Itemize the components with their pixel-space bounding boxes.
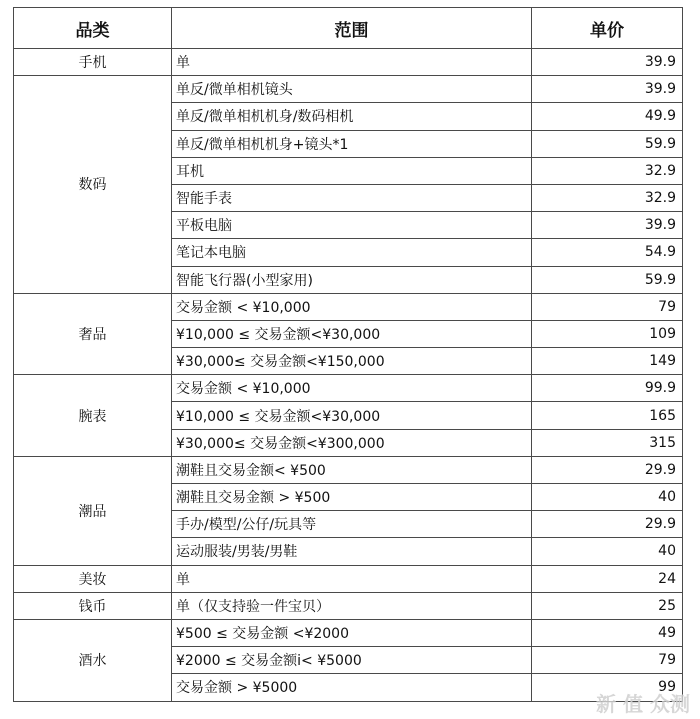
price-cell: 149 xyxy=(532,348,683,375)
category-cell: 钱币 xyxy=(14,592,172,619)
table-body xyxy=(14,49,683,702)
table-row xyxy=(14,293,683,320)
range-cell: 交易金额 < ¥10,000 xyxy=(172,375,532,402)
price-cell: 39.9 xyxy=(532,49,683,76)
category-cell: 潮品 xyxy=(14,456,172,565)
range-cell: ¥500 ≤ 交易金额 <¥2000 xyxy=(172,619,532,646)
range-cell: 运动服装/男装/男鞋 xyxy=(172,538,532,565)
range-cell: ¥2000 ≤ 交易金额i< ¥5000 xyxy=(172,647,532,674)
header-category: 品类 xyxy=(14,8,172,49)
price-cell: 32.9 xyxy=(532,184,683,211)
price-cell: 25 xyxy=(532,592,683,619)
price-cell: 54.9 xyxy=(532,239,683,266)
range-cell: 单反/微单相机镜头 xyxy=(172,76,532,103)
price-cell: 59.9 xyxy=(532,266,683,293)
range-cell: 耳机 xyxy=(172,157,532,184)
table-row xyxy=(14,76,683,103)
price-cell: 40 xyxy=(532,484,683,511)
price-cell: 49 xyxy=(532,619,683,646)
table-row xyxy=(14,619,683,646)
price-cell: 29.9 xyxy=(532,511,683,538)
category-cell: 酒水 xyxy=(14,619,172,701)
price-cell: 29.9 xyxy=(532,456,683,483)
category-cell: 美妆 xyxy=(14,565,172,592)
category-cell: 手机 xyxy=(14,49,172,76)
price-cell: 79 xyxy=(532,293,683,320)
price-cell: 24 xyxy=(532,565,683,592)
range-cell: 单 xyxy=(172,49,532,76)
table-row xyxy=(14,592,683,619)
range-cell: 手办/模型/公仔/玩具等 xyxy=(172,511,532,538)
range-cell: 笔记本电脑 xyxy=(172,239,532,266)
price-cell: 40 xyxy=(532,538,683,565)
price-cell: 39.9 xyxy=(532,212,683,239)
range-cell: 智能手表 xyxy=(172,184,532,211)
category-cell: 数码 xyxy=(14,76,172,294)
price-table xyxy=(13,7,683,702)
header-range: 范围 xyxy=(172,8,532,49)
range-cell: 潮鞋且交易金额 > ¥500 xyxy=(172,484,532,511)
price-cell: 109 xyxy=(532,320,683,347)
range-cell: ¥10,000 ≤ 交易金额<¥30,000 xyxy=(172,320,532,347)
range-cell: 单反/微单相机机身+镜头*1 xyxy=(172,130,532,157)
range-cell: 单 xyxy=(172,565,532,592)
price-cell: 79 xyxy=(532,647,683,674)
range-cell: 潮鞋且交易金额< ¥500 xyxy=(172,456,532,483)
price-cell: 99 xyxy=(532,674,683,701)
price-cell: 315 xyxy=(532,429,683,456)
price-cell: 49.9 xyxy=(532,103,683,130)
header-row xyxy=(14,8,683,49)
range-cell: 单反/微单相机机身/数码相机 xyxy=(172,103,532,130)
table-row xyxy=(14,456,683,483)
table-row xyxy=(14,565,683,592)
table-row xyxy=(14,49,683,76)
category-cell: 腕表 xyxy=(14,375,172,457)
range-cell: ¥30,000≤ 交易金额<¥300,000 xyxy=(172,429,532,456)
range-cell: 平板电脑 xyxy=(172,212,532,239)
header-price: 单价 xyxy=(532,8,683,49)
range-cell: 交易金额 < ¥10,000 xyxy=(172,293,532,320)
range-cell: ¥10,000 ≤ 交易金额<¥30,000 xyxy=(172,402,532,429)
price-cell: 165 xyxy=(532,402,683,429)
table-row xyxy=(14,375,683,402)
price-cell: 39.9 xyxy=(532,76,683,103)
price-cell: 32.9 xyxy=(532,157,683,184)
price-cell: 59.9 xyxy=(532,130,683,157)
watermark: 新 值 众测 xyxy=(596,692,690,716)
price-cell: 99.9 xyxy=(532,375,683,402)
range-cell: ¥30,000≤ 交易金额<¥150,000 xyxy=(172,348,532,375)
range-cell: 交易金额 > ¥5000 xyxy=(172,674,532,701)
range-cell: 单（仅支持验一件宝贝） xyxy=(172,592,532,619)
category-cell: 奢品 xyxy=(14,293,172,375)
range-cell: 智能飞行器(小型家用) xyxy=(172,266,532,293)
